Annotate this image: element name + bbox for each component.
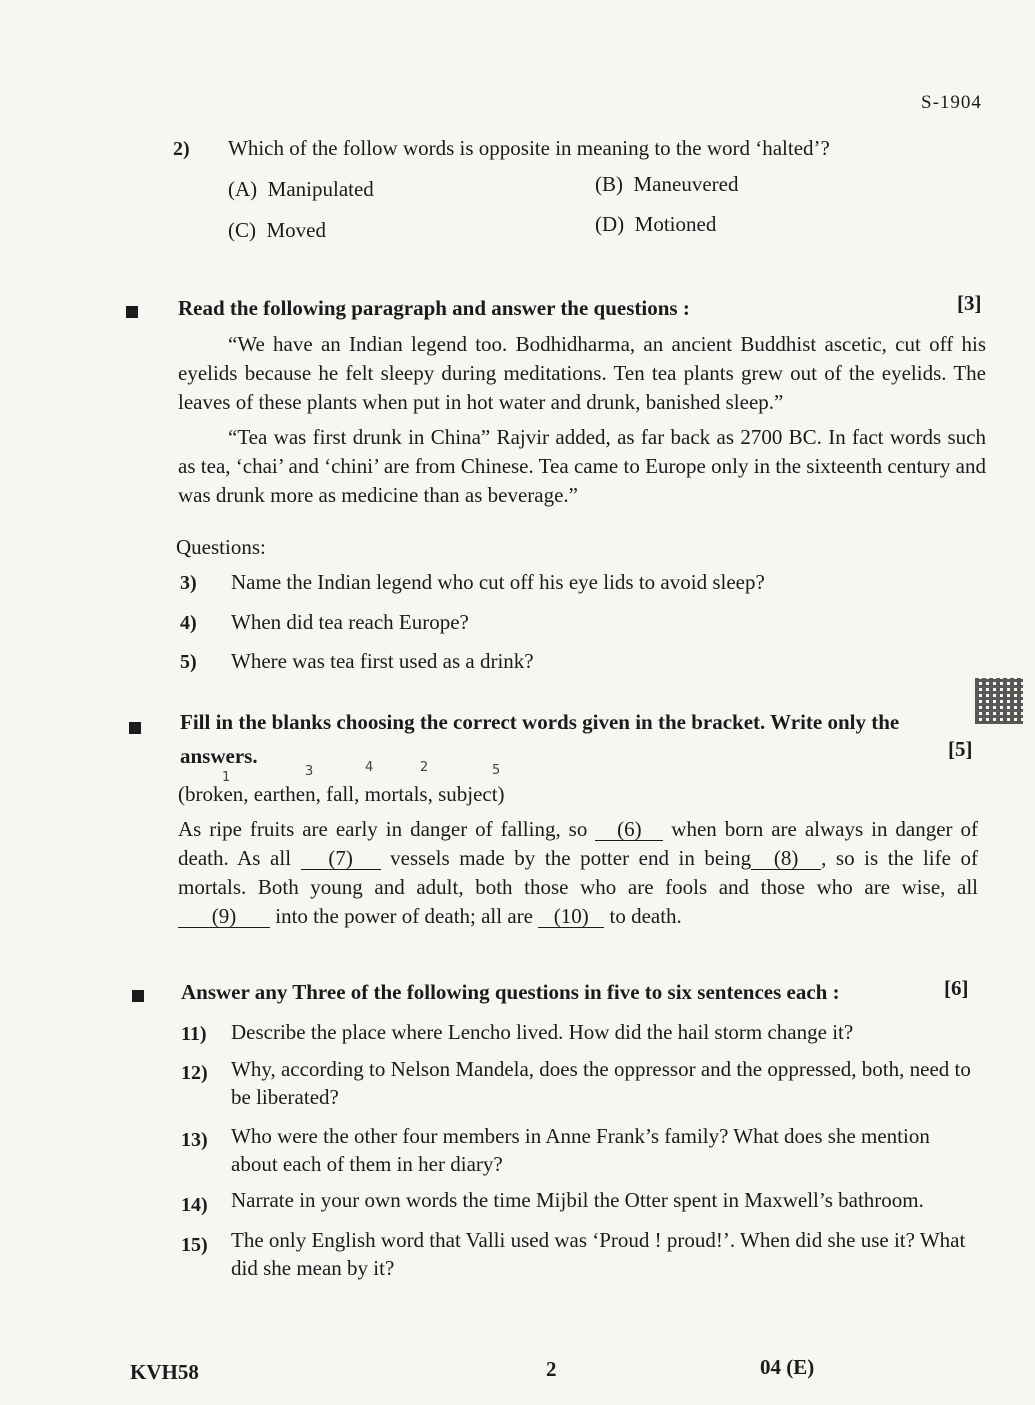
handwritten-note: 1 — [222, 770, 231, 785]
q2-number: 2) — [173, 138, 190, 160]
q11-text: Describe the place where Lencho lived. How did the hail storm change it? — [231, 1020, 854, 1044]
fill-passage — [178, 815, 978, 931]
q12-number: 12) — [181, 1062, 208, 1084]
questions-label: Questions: — [176, 535, 266, 559]
footer-code: KVH58 — [130, 1360, 199, 1384]
page-number: 2 — [546, 1357, 557, 1381]
option-text: Motioned — [634, 212, 717, 236]
blank-9: (9) — [178, 905, 270, 928]
section-fill-marks: [5] — [948, 737, 973, 761]
section-answer-marks: [6] — [944, 976, 969, 1000]
q2-option-a — [228, 177, 374, 202]
bullet-icon — [129, 722, 141, 734]
q12-text: Why, according to Nelson Mandela, does the oppressor and the oppressed, both, need to be liberated? — [231, 1057, 971, 1109]
handwritten-note: 2 — [420, 760, 429, 775]
q13-text: Who were the other four members in Anne Frank’s family? What does she mention about each of them in her diary? — [231, 1124, 930, 1176]
section-read-marks: [3] — [957, 291, 982, 315]
section-answer-heading: Answer any Three of the following questions in five to six sentences each : — [181, 980, 840, 1004]
section-fill-heading-2: answers. — [180, 744, 258, 768]
q5-text: Where was tea first used as a drink? — [231, 649, 534, 673]
passage-paragraph-2: “Tea was first drunk in China” Rajvir added, as far back as 2700 BC. In fact words such as tea, ‘chai’ and ‘chini’ are from Chinese. Tea came to Europe only in the sixteenth century and was drunk more as medicine than as beverage.” — [178, 425, 986, 507]
fill-text: As ripe fruits are early in danger of falling, so — [178, 817, 596, 841]
passage — [178, 330, 986, 516]
blank-7: (7) — [301, 847, 381, 870]
fill-text: vessels made by the potter end in being — [380, 846, 752, 870]
q14-text: Narrate in your own words the time Mijbil the Otter spent in Maxwell’s bathroom. — [231, 1188, 924, 1212]
blank-10: (10) — [538, 905, 604, 928]
option-label: (B) — [595, 172, 623, 196]
fill-text: into the power of death; all are — [270, 904, 539, 928]
option-text: Moved — [266, 218, 326, 242]
blank-8: (8) — [751, 847, 821, 870]
q2-text: Which of the follow words is opposite in meaning to the word ‘halted’? — [228, 136, 830, 160]
option-text: Maneuvered — [633, 172, 739, 196]
q4-text: When did tea reach Europe? — [231, 610, 469, 634]
bullet-icon — [126, 306, 138, 318]
q15-number: 15) — [181, 1234, 208, 1256]
word-bank: (broken, earthen, fall, mortals, subject) — [178, 782, 505, 806]
bullet-icon — [132, 990, 144, 1002]
option-label: (A) — [228, 177, 258, 201]
q11-number: 11) — [181, 1023, 207, 1045]
passage-paragraph-1: “We have an Indian legend too. Bodhidharma, an ancient Buddhist ascetic, cut off his eyelids because he felt sleepy during meditations. Ten tea plants grew out of the eyelids. The leaves of these plants when put in hot water and drunk, banished sleep.” — [178, 332, 986, 414]
handwritten-note: 5 — [492, 763, 501, 778]
q2-option-c — [228, 218, 326, 243]
q2-option-d — [595, 212, 716, 237]
q15-text: The only English word that Valli used was ‘Proud ! proud!’. When did she use it? What did she mean by it? — [231, 1228, 966, 1280]
q13-number: 13) — [181, 1129, 208, 1151]
fill-text: when born are always in danger of death. As all — [178, 817, 979, 870]
paper-code: S-1904 — [921, 92, 982, 113]
qr-code-icon — [975, 678, 1023, 724]
handwritten-note: 3 — [305, 764, 314, 779]
footer-edition: 04 (E) — [760, 1355, 815, 1379]
blank-6: (6) — [595, 818, 663, 841]
handwritten-note: 4 — [365, 760, 374, 775]
option-text: Manipulated — [267, 177, 374, 201]
option-label: (C) — [228, 218, 256, 242]
option-label: (D) — [595, 212, 625, 236]
q5-number: 5) — [180, 651, 197, 673]
q3-text: Name the Indian legend who cut off his eye lids to avoid sleep? — [231, 570, 765, 594]
fill-text: to death. — [604, 904, 682, 928]
fill-text: , so is the life of mortals. Both young and adult, both those who are fools and those who are wise, all — [178, 846, 979, 899]
q3-number: 3) — [180, 572, 197, 594]
q14-number: 14) — [181, 1194, 208, 1216]
q4-number: 4) — [180, 612, 197, 634]
section-read-heading: Read the following paragraph and answer the questions : — [178, 296, 690, 320]
section-fill-heading: Fill in the blanks choosing the correct words given in the bracket. Write only the — [180, 710, 900, 734]
q2-option-b — [595, 172, 738, 197]
